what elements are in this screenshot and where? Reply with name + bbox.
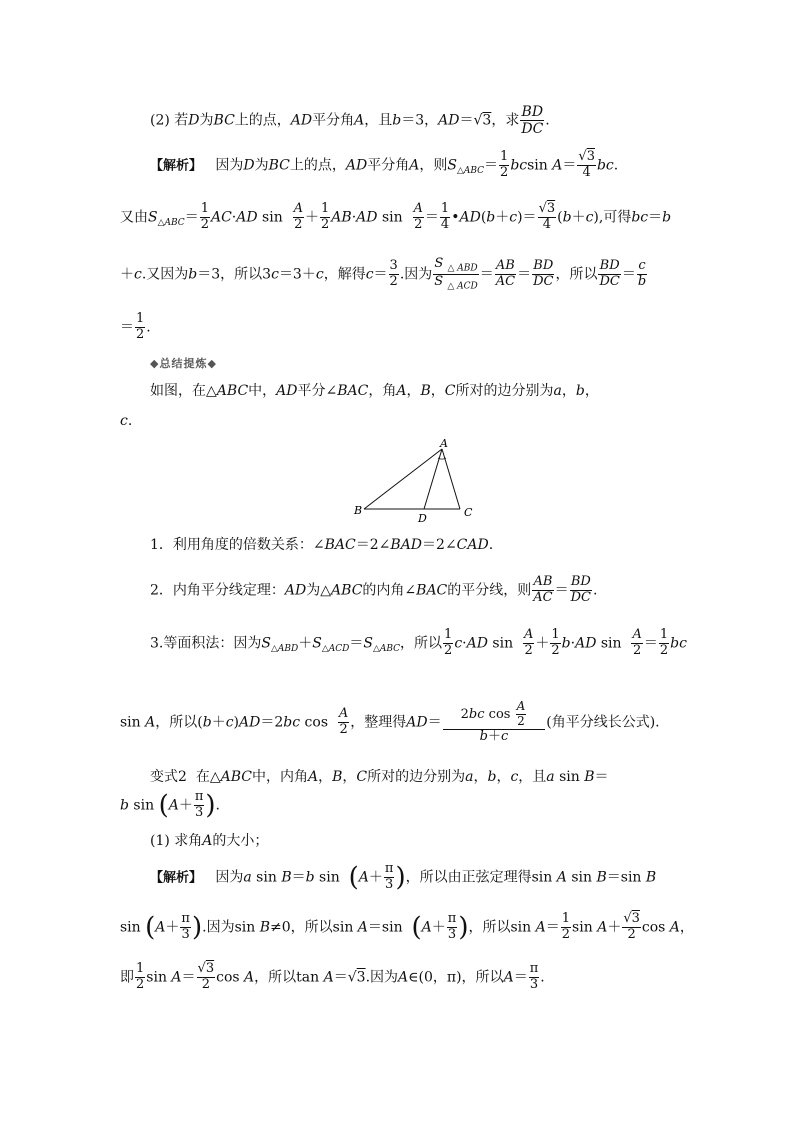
variant-text2: b sin (A＋ $\frac{\pi}{3}$ ). (120, 789, 220, 821)
solution1-tag: 【解析】 (150, 158, 203, 174)
label-c: C (464, 506, 473, 519)
bd-dc-fraction: $\frac{BD}{DC}$ (521, 104, 544, 138)
variant-text: 变式2 在△ABC中，内角A，B，C所对的边分别为a，b，c，且a sin B＝ (150, 769, 609, 785)
variant-title: 变式2 (150, 769, 187, 785)
summary-point2: 2．内角平分线定理：AD为△ABC的内角∠BAC的平分线，则 $\frac{AB}{AC}$ ＝ $\frac{BD}{DC}$ . (150, 574, 598, 605)
solution2-line1: 【解析】 因为a sin B＝b sin (A＋ $\frac{\pi}{3}$ )，所以由正弦定理得sin A sin B＝sin B (150, 861, 657, 893)
summary-intro: 如图，在△ABC中，AD平分∠BAC，角A，B，C所对的边分别为a，b， (150, 383, 599, 399)
solution1-line1: 【解析】 因为D为BC上的点，AD平分角A，则$S_{\triangle ABC}=$ $\frac{1}{2}$ bcsin A＝ $\frac{√3}{4}$ bc. (150, 149, 619, 180)
part2-question: (2) 若D为BC上的点，AD平分角A，且b＝3，AD＝√3，求 $\frac{BD}{DC}$ . (150, 104, 550, 138)
bisector-ad (424, 449, 442, 509)
variant-q1: (1) 求角A的大小； (150, 833, 269, 849)
summary-intro2: c. (120, 413, 133, 429)
solution2-tag: 【解析】 (150, 870, 203, 886)
solution1-line4: ＝ $\frac{1}{2}$ . (120, 311, 151, 342)
solution2-line3: 即 $\frac{1}{2}$ sin A＝ $\frac{√3}{2}$ cos A，所以tan A＝√3.因为A∈(0，π)，所以A＝ $\frac{\pi}{3}$ . (120, 961, 545, 992)
solution1-line3: ＋c.又因为b＝3，所以3c＝3＋c，解得c＝ $\frac{3}{2}$ .因为 $\frac{S _{\triangle ABD}}{S _{\triangle ACD}}$ ＝ $\frac{AB}{AC}$ ＝ $\frac{BD}{DC}$ ，所以 $\frac{BD}{DC}$ ＝ $\frac{c}{b}$ (120, 256, 647, 292)
summary-point3: 3.等面积法：因为$S_{\triangle ABD}+S_{\triangle ACD}=S_{\triangle ABC}$，所以 $\frac{1}{2}$ c·AD sin $\frac{A}{2}$ ＋ $\frac{1}{2}$ b·AD sin $\frac{A}{2}$ ＝ $\frac{1}{2}$ bc (150, 627, 687, 658)
summary-point1: 1．利用角度的倍数关系：∠BAC＝2∠BAD＝2∠CAD. (150, 537, 494, 553)
solution1-line2: 又由$S_{\triangle ABC}=$ $\frac{1}{2}$ AC·AD sin $\frac{A}{2}$ ＋ $\frac{1}{2}$ AB·AD sin $\frac{A}{2}$ ＝ $\frac{1}{4}$ •AD(b＋c)＝ $\frac{√3}{4}$ (b＋c),可得bc＝b (120, 201, 672, 232)
summary-tag: ◆总结提炼◆ (150, 357, 217, 370)
angle-mark (438, 458, 446, 459)
side-ac (442, 449, 460, 509)
label-a: A (440, 437, 448, 450)
label-b: B (354, 504, 363, 517)
solution2-line2: sin (A＋ $\frac{\pi}{3}$ ).因为sin B≠0，所以sin A＝sin (A＋ $\frac{\pi}{3}$ )，所以sin A＝ $\frac{1}{2}$ sin A＋ $\frac{√3}{2}$ cos A， (120, 911, 694, 943)
triangle-diagram (350, 436, 480, 526)
label-d: D (418, 512, 427, 525)
part2-label: (2) (150, 112, 170, 129)
side-ab (364, 449, 442, 509)
summary-point3b: sin A，所以(b＋c)AD＝2bc cos $\frac{A}{2}$ ，整理得AD＝ 2bc cos $\frac{A}{2}$ b＋c (角平分线长公式). (120, 699, 660, 744)
